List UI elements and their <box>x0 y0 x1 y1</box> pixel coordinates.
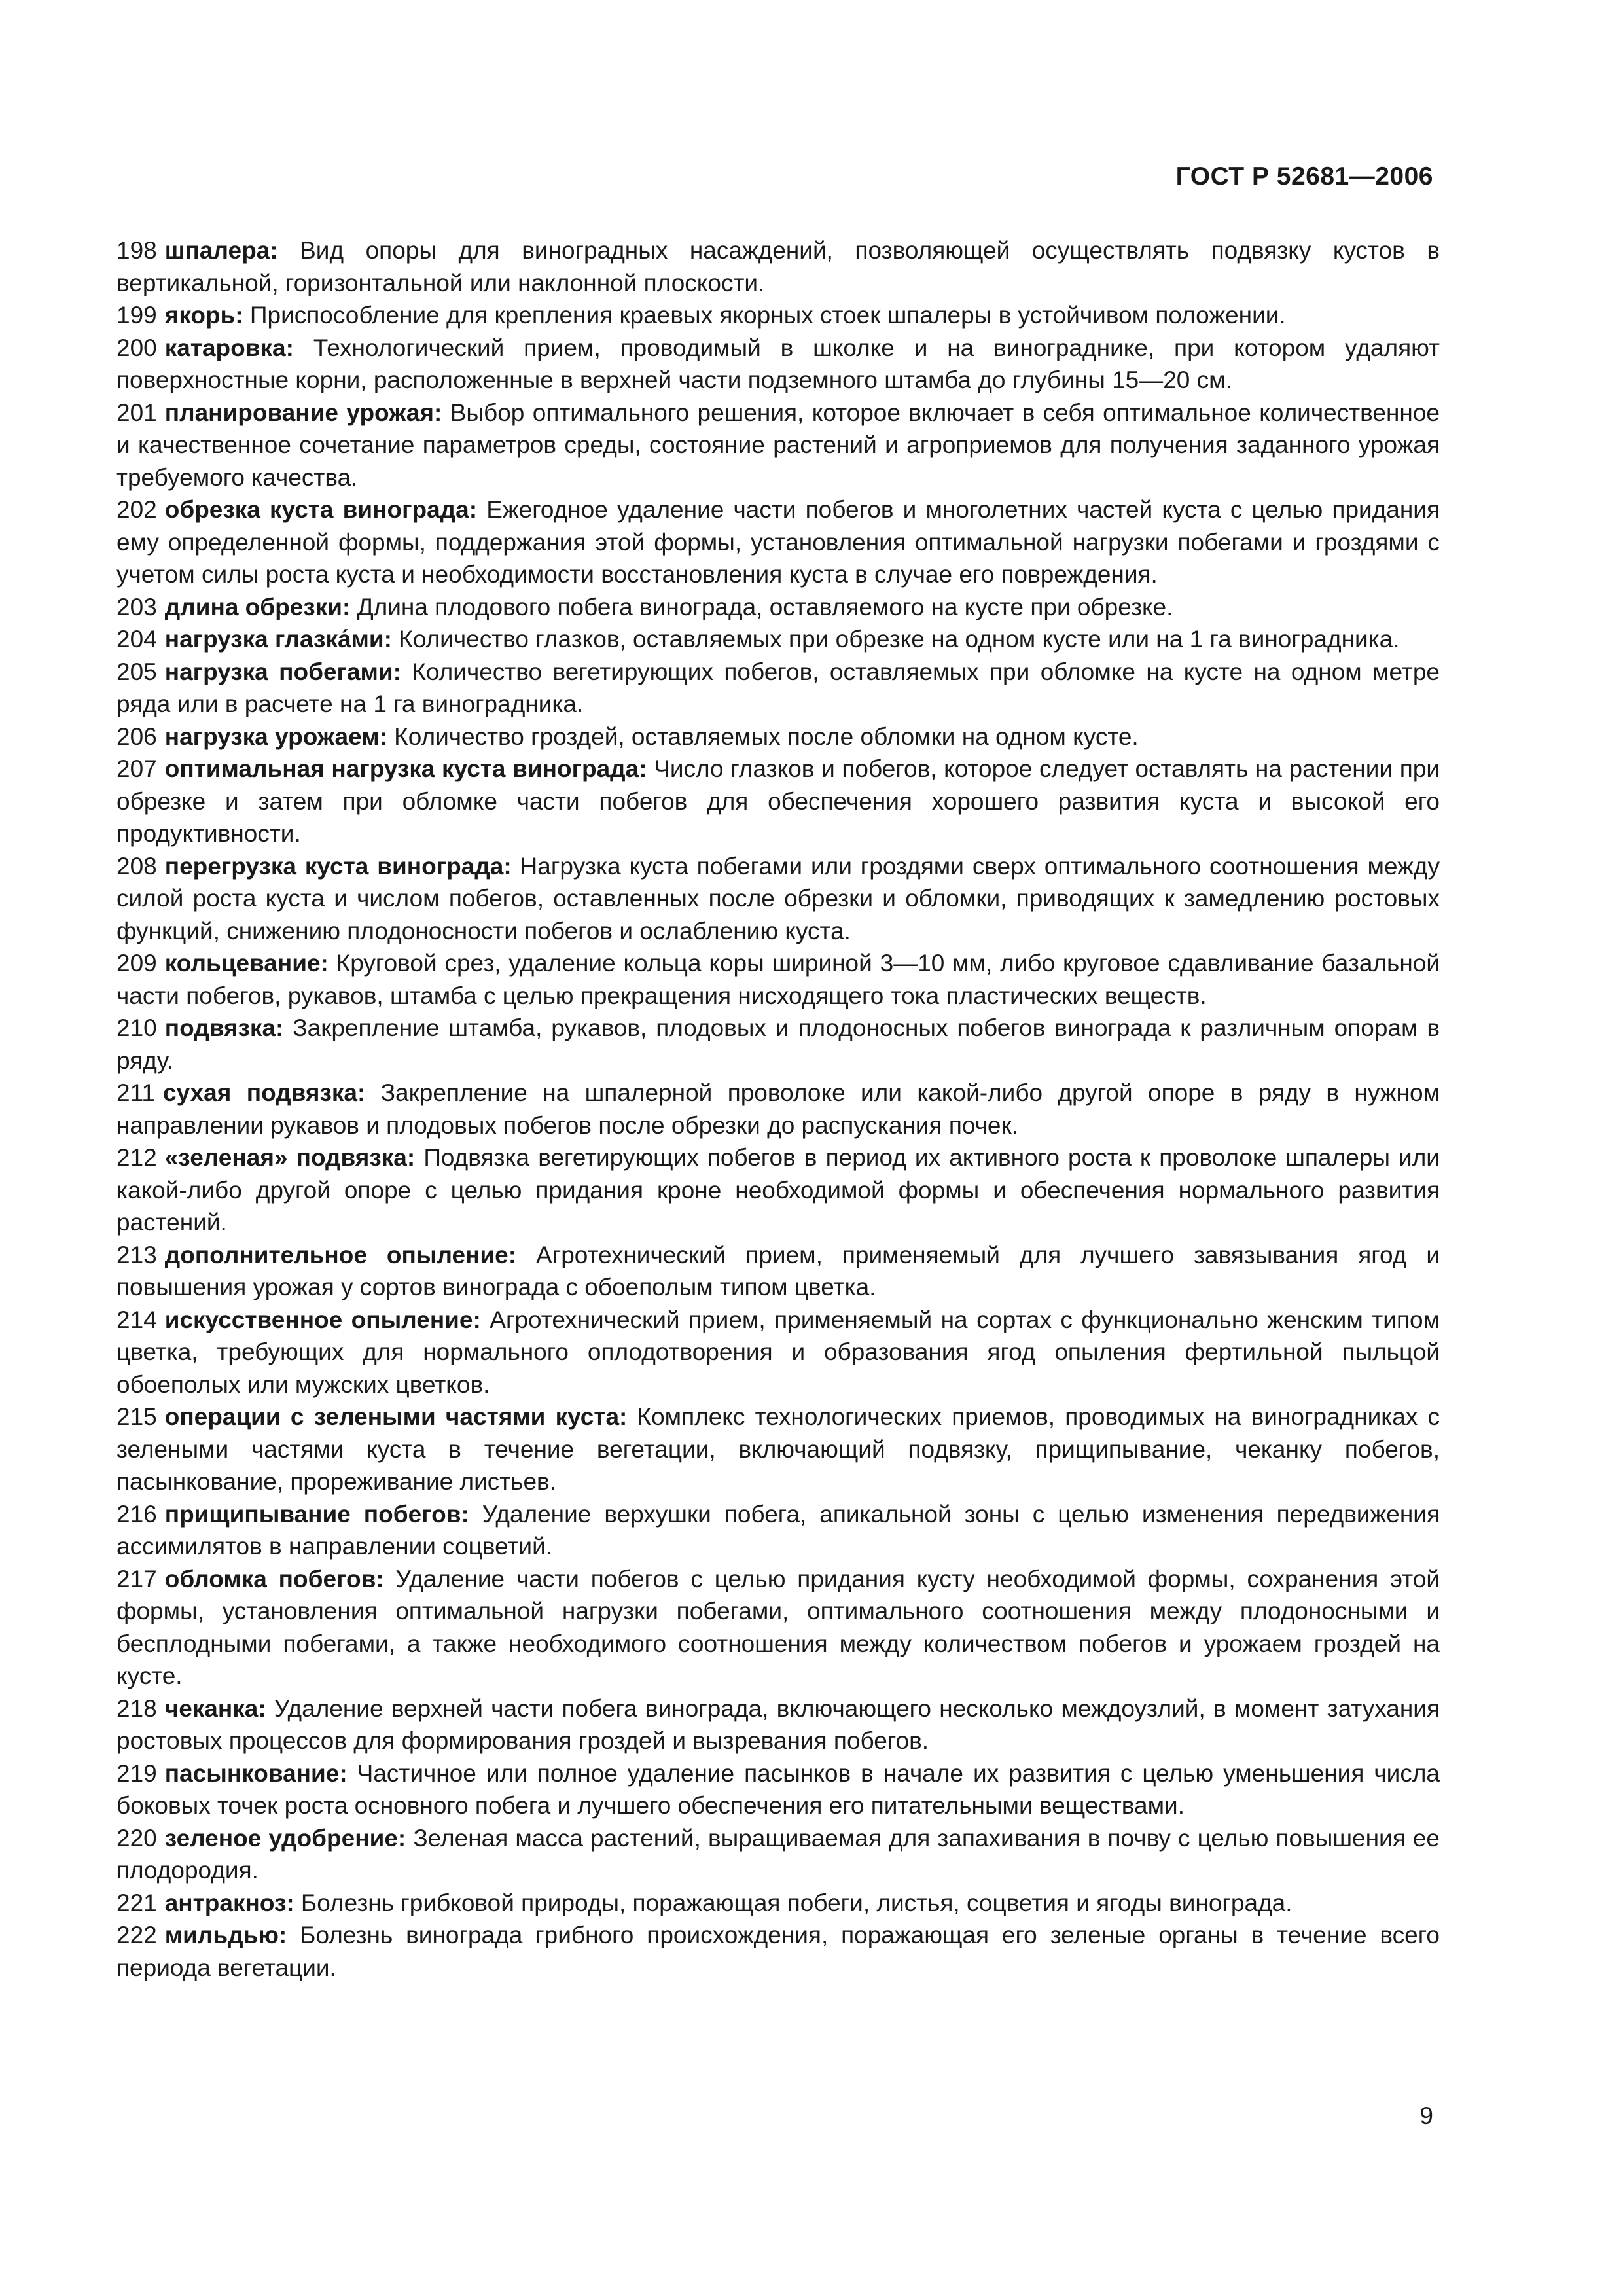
entry-definition: Количество глазков, оставляемых при обрезке на одном кусте или на 1 га виноградника. <box>392 626 1400 653</box>
term-entry <box>116 753 1440 850</box>
term-entry <box>116 1304 1440 1401</box>
entry-number: 214 <box>116 1306 157 1333</box>
entry-number: 200 <box>116 334 157 361</box>
entry-term: операции с зелеными частями куста: <box>164 1403 628 1430</box>
entry-definition: Агротехнический прием, применяемый для лучшего завязывания ягод и повышения урожая у сортов винограда с обоеполым типом цветка. <box>116 1241 1440 1300</box>
entry-number: 199 <box>116 302 157 329</box>
term-entry <box>116 299 1440 332</box>
entry-term: антракноз: <box>164 1889 294 1916</box>
entry-term: подвязка: <box>164 1014 284 1041</box>
entry-number: 217 <box>116 1565 157 1592</box>
entry-term: дополнительное опыление: <box>164 1241 517 1268</box>
entry-definition: Длина плодового побега винограда, оставляемого на кусте при обрезке. <box>350 593 1173 620</box>
entry-term: кольцевание: <box>164 950 329 977</box>
term-entry <box>116 397 1440 494</box>
term-entry <box>116 1498 1440 1563</box>
entry-number: 209 <box>116 950 157 977</box>
term-entry <box>116 721 1440 753</box>
entry-term: нагрузка урожаем: <box>164 723 387 750</box>
term-entry <box>116 656 1440 721</box>
entry-definition: Вид опоры для виноградных насаждений, позволяющей осуществлять подвязку кустов в вертикальной, горизонтальной или наклонной плоскости. <box>116 237 1440 296</box>
entry-number: 208 <box>116 852 157 880</box>
entry-number: 220 <box>116 1824 157 1852</box>
entry-definition: Болезнь винограда грибного происхождения, поражающая его зеленые органы в течение всего периода вегетации. <box>116 1922 1440 1981</box>
entry-definition: Выбор оптимального решения, которое включает в себя оптимальное количественное и качественное сочетание параметров среды, состояние растений и агроприемов для получения заданного урожая требуемого качества. <box>116 399 1440 491</box>
entry-definition: Агротехнический прием, применяемый на сортах с функционально женским типом цветка, требующих для нормального оплодотворения и образования ягод опыления фертильной пыльцой обоеполых или мужских цветков. <box>116 1306 1440 1398</box>
term-entry <box>116 1077 1440 1141</box>
entry-term: «зеленая» подвязка: <box>164 1144 416 1171</box>
entry-number: 202 <box>116 496 157 523</box>
entry-number: 198 <box>116 237 157 264</box>
entry-term: планирование урожая: <box>164 399 442 426</box>
entry-definition: Зеленая масса растений, выращиваемая для запахивания в почву с целью повышения ее плодородия. <box>116 1824 1440 1884</box>
entry-number: 218 <box>116 1695 157 1722</box>
entry-number: 212 <box>116 1144 157 1171</box>
term-entry <box>116 591 1440 624</box>
entry-definition: Закрепление штамба, рукавов, плодовых и плодоносных побегов винограда к различным опорам в ряду. <box>116 1014 1440 1074</box>
term-entry <box>116 1693 1440 1757</box>
page-number: 9 <box>1419 2102 1433 2129</box>
term-entry <box>116 850 1440 948</box>
entry-term: нагрузка глазка́ми: <box>164 626 392 653</box>
entry-definition: Число глазков и побегов, которое следует оставлять на растении при обрезке и затем при обломке части побегов для обеспечения хорошего развития куста и высокой его продуктивности. <box>116 755 1440 847</box>
entry-term: чеканка: <box>164 1695 266 1722</box>
standard-designation: ГОСТ Р 52681—2006 <box>1175 162 1433 190</box>
entry-term: искусственное опыление: <box>164 1306 481 1333</box>
entry-definition: Болезнь грибковой природы, поражающая побеги, листья, соцветия и ягоды винограда. <box>294 1889 1293 1916</box>
term-entry <box>116 1141 1440 1239</box>
term-entry <box>116 1919 1440 1984</box>
term-entry <box>116 332 1440 397</box>
entry-definition: Круговой срез, удаление кольца коры шириной 3—10 мм, либо круговое сдавливание базальной части побегов, рукавов, штамба с целью прекращения нисходящего тока пластических веществ. <box>116 950 1440 1009</box>
entry-number: 211 <box>116 1079 155 1106</box>
entry-definition: Приспособление для крепления краевых якорных стоек шпалеры в устойчивом положении. <box>243 302 1286 329</box>
entry-definition: Количество гроздей, оставляемых после обломки на одном кусте. <box>387 723 1139 750</box>
term-entry <box>116 947 1440 1012</box>
entry-definition: Количество вегетирующих побегов, оставляемых при обломке на кусте на одном метре ряда или в расчете на 1 га виноградника. <box>116 658 1440 717</box>
entry-number: 204 <box>116 626 157 653</box>
term-entry <box>116 493 1440 591</box>
entry-definition: Комплекс технологических приемов, проводимых на виноградниках с зелеными частями куста в течение вегетации, включающий подвязку, прищипывание, чеканку побегов, пасынкование, прореживание листьев. <box>116 1403 1440 1495</box>
entry-number: 221 <box>116 1889 157 1916</box>
entry-number: 219 <box>116 1759 157 1787</box>
entry-number: 215 <box>116 1403 157 1430</box>
entry-term: якорь: <box>164 302 243 329</box>
entry-definition: Удаление части побегов с целью придания кусту необходимой формы, сохранения этой формы, установления оптимальной нагрузки побегами, оптимального соотношения между плодоносными и бесплодными побегами, а также необходимого соотношения между количеством побегов и урожаем гроздей на кусте. <box>116 1565 1440 1689</box>
entry-term: перегрузка куста винограда: <box>164 852 512 880</box>
entry-term: катаровка: <box>164 334 294 361</box>
entry-number: 213 <box>116 1241 157 1268</box>
entry-term: сухая подвязка: <box>163 1079 366 1106</box>
entry-term: пасынкование: <box>164 1759 348 1787</box>
entry-definition: Ежегодное удаление части побегов и многолетних частей куста с целью придания ему определенной формы, поддержания этой формы, установления оптимальной нагрузки побегами и гроздями с учетом силы роста куста и необходимости восстановления куста в случае его повреждения. <box>116 496 1440 588</box>
entry-term: обломка побегов: <box>164 1565 384 1592</box>
entry-definition: Удаление верхней части побега винограда, включающего несколько междоузлий, в момент затухания ростовых процессов для формирования гроздей и вызревания побегов. <box>116 1695 1440 1754</box>
entry-term: длина обрезки: <box>164 593 351 620</box>
term-entry <box>116 1757 1440 1822</box>
term-entry <box>116 1822 1440 1887</box>
entry-definition: Технологический прием, проводимый в школке и на винограднике, при котором удаляют поверхностные корни, расположенные в верхней части подземного штамба до глубины 15—20 см. <box>116 334 1440 393</box>
term-entry <box>116 234 1440 299</box>
entry-definition: Подвязка вегетирующих побегов в период их активного роста к проволоке шпалеры или какой-либо другой опоре с целью придания кроне необходимой формы и обеспечения нормального развития растений. <box>116 1144 1440 1236</box>
entry-number: 203 <box>116 593 157 620</box>
term-entry <box>116 623 1440 656</box>
entry-number: 206 <box>116 723 157 750</box>
entry-definition: Закрепление на шпалерной проволоке или какой-либо другой опоре в ряду в нужном направлении рукавов и плодовых побегов после обрезки до распускания почек. <box>116 1079 1440 1139</box>
entry-number: 216 <box>116 1500 157 1528</box>
term-entry <box>116 1887 1440 1920</box>
term-entry <box>116 1239 1440 1304</box>
term-list <box>116 234 1440 1984</box>
entry-number: 207 <box>116 755 157 782</box>
term-entry <box>116 1401 1440 1498</box>
term-entry <box>116 1563 1440 1693</box>
term-entry <box>116 1012 1440 1077</box>
entry-definition: Удаление верхушки побега, апикальной зоны с целью изменения передвижения ассимилятов в направлении соцветий. <box>116 1500 1440 1560</box>
entry-term: зеленое удобрение: <box>164 1824 406 1852</box>
entry-definition: Нагрузка куста побегами или гроздями сверх оптимального соотношения между силой роста куста и числом побегов, оставленных после обрезки и обломки, приводящих к замедлению ростовых функций, снижению плодоносности побегов и ослаблению куста. <box>116 852 1440 944</box>
entry-term: шпалера: <box>164 237 278 264</box>
entry-term: мильдью: <box>164 1922 287 1948</box>
entry-number: 201 <box>116 399 157 426</box>
entry-term: нагрузка побегами: <box>164 658 401 685</box>
entry-number: 210 <box>116 1014 157 1041</box>
entry-number: 222 <box>116 1922 157 1948</box>
entry-term: оптимальная нагрузка куста винограда: <box>164 755 647 782</box>
entry-number: 205 <box>116 658 157 685</box>
entry-term: обрезка куста винограда: <box>164 496 478 523</box>
entry-term: прищипывание побегов: <box>164 1500 469 1528</box>
entry-definition: Частичное или полное удаление пасынков в начале их развития с целью уменьшения числа боковых точек роста основного побега и лучшего обеспечения его питательными веществами. <box>116 1759 1440 1819</box>
